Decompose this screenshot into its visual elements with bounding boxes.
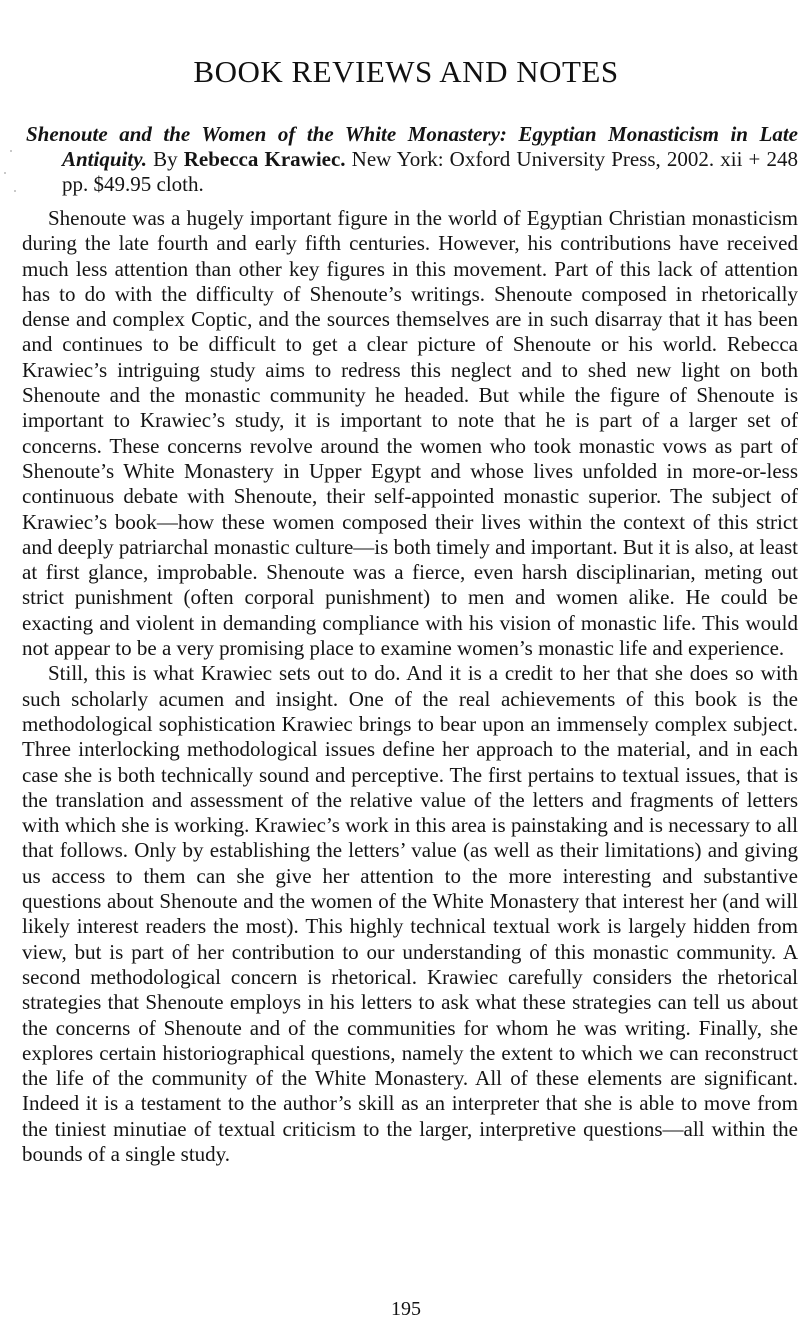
book-title: Shenoute and the Women of the White Monastery: Egyptian Monasticism in Late Antiquity. <box>26 122 798 171</box>
citation-by: By <box>147 147 184 171</box>
page-number: 195 <box>391 1298 421 1320</box>
review-paragraph: Shenoute was a hugely important figure in the world of Egyptian Christian monasticism during the late fourth and early fifth centuries. However, his contributions have received much less attention than other key figures in this movement. Part of this lack of attention has to do with the difficulty of Shenoute’s writings. Shenoute composed in rhetorically dense and complex Coptic, and the sources themselves are in such disarray that it has been and continues to be difficult to get a clear picture of Shenoute or his world. Rebecca Krawiec’s intriguing study aims to redress this neglect and to shed new light on both Shenoute and the monastic community he headed. But while the figure of Shenoute is important to Krawiec’s study, it is important to note that he is part of a larger set of concerns. These concerns revolve around the women who took monastic vows as part of Shenoute’s White Monastery in Upper Egypt and whose lives unfolded in more-or-less continuous debate with Shenoute, their self-appointed monastic superior. The subject of Krawiec’s book—how these women composed their lives within the context of this strict and deeply patriarchal monastic culture—is both timely and important. But it is also, at least at first glance, improbable. Shenoute was a fierce, even harsh disciplinarian, meting out strict punishment (often corporal punishment) to men and women alike. He could be exacting and violent in demanding compliance with his vision of monastic life. This would not appear to be a very promising place to examine women’s monastic life and experience. <box>22 206 798 661</box>
publication-details: New York: Oxford University Press, 2002. xii + 248 pp. $49.95 cloth. <box>62 147 798 196</box>
book-citation <box>26 122 798 197</box>
scan-speck <box>4 172 6 174</box>
section-title: BOOK REVIEWS AND NOTES <box>193 54 619 89</box>
scan-speck <box>14 190 16 192</box>
book-author: Rebecca Krawiec. <box>183 147 346 171</box>
review-body <box>22 206 798 1167</box>
scan-speck <box>10 150 12 152</box>
review-paragraph: Still, this is what Krawiec sets out to do. And it is a credit to her that she does so with such scholarly acumen and insight. One of the real achievements of this book is the methodological sophistication Krawiec brings to bear upon an immensely complex subject. Three interlocking methodological issues define her approach to the material, and in each case she is both technically sound and perceptive. The first pertains to textual issues, that is the translation and assessment of the relative value of the letters and fragments of letters with which she is working. Krawiec’s work in this area is painstaking and is necessary to all that follows. Only by establishing the letters’ value (as well as their limitations) and giving us access to them can she give her attention to the more interesting and substantive questions about Shenoute and the women of the White Monastery that interest her (and will likely interest readers the most). This highly technical textual work is largely hidden from view, but is part of her contribution to our understanding of this monastic community. A second methodological concern is rhetorical. Krawiec carefully considers the rhetorical strategies that Shenoute employs in his letters to ask what these strategies can tell us about the concerns of Shenoute and of the communities for whom he was writing. Finally, she explores certain historiographical questions, namely the extent to which we can reconstruct the life of the community of the White Monastery. All of these elements are significant. Indeed it is a testament to the author’s skill as an interpreter that she is able to move from the tiniest minutiae of textual criticism to the larger, interpretive questions—all within the bounds of a single study. <box>22 661 798 1166</box>
